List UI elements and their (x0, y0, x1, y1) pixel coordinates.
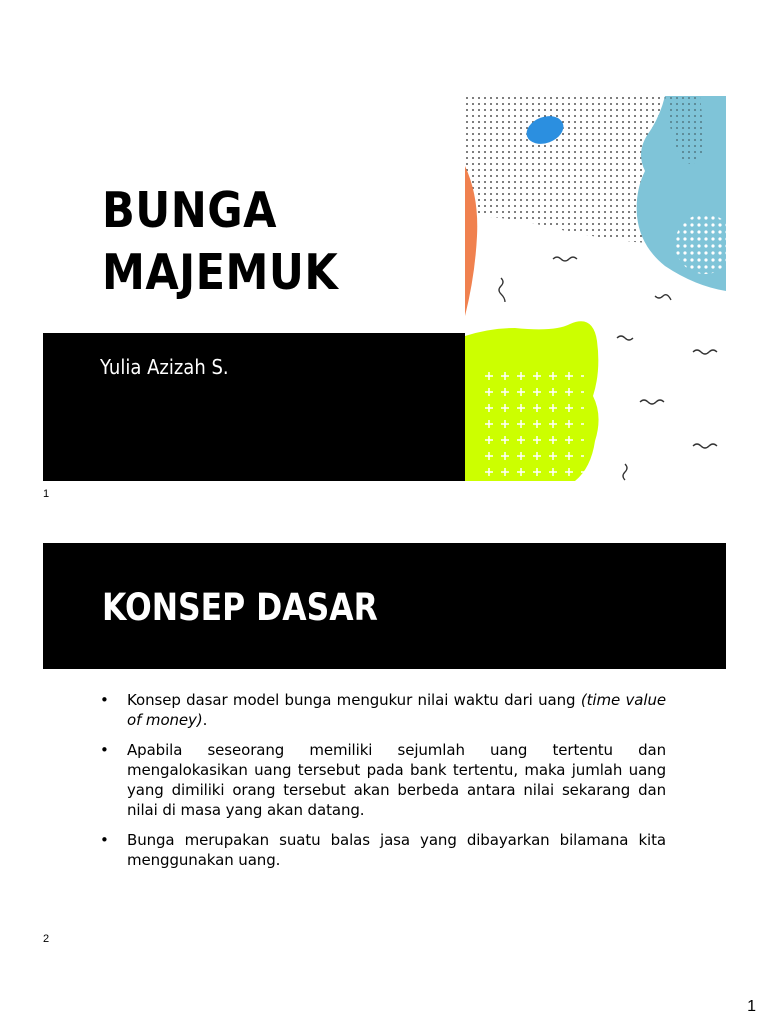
bullet-text: Konsep dasar model bunga mengukur nilai waktu dari uang (127, 691, 581, 709)
slide2-number: 2 (43, 933, 50, 945)
slide1-title-line2: MAJEMUK (102, 244, 339, 301)
slide1-title-line1: BUNGA (102, 182, 277, 239)
slide1-number: 1 (43, 488, 50, 500)
slide1-decorative-art (465, 96, 726, 481)
list-item: • Bunga merupakan suatu balas jasa yang dibayarkan bilamana kita menggunakan uang. (100, 830, 666, 870)
bullet-italic-text: (time value of money) (127, 691, 666, 729)
slide1-author: Yulia Azizah S. (100, 355, 229, 379)
slide2-title: KONSEP DASAR (102, 586, 378, 629)
list-item: • Apabila seseorang memiliki sejumlah uang tertentu dan mengalokasikan uang tersebut pada bank tertentu, maka jumlah uang yang dimiliki orang tersebut akan berbeda antara nilai sekarang dan nilai di masa yang akan datang. (100, 740, 666, 820)
list-item (100, 690, 666, 730)
slide1-title (102, 180, 401, 304)
page-number: 1 (747, 998, 756, 1015)
bullet-tail-text: . (202, 711, 208, 729)
slide2-bullet-list (100, 690, 666, 880)
